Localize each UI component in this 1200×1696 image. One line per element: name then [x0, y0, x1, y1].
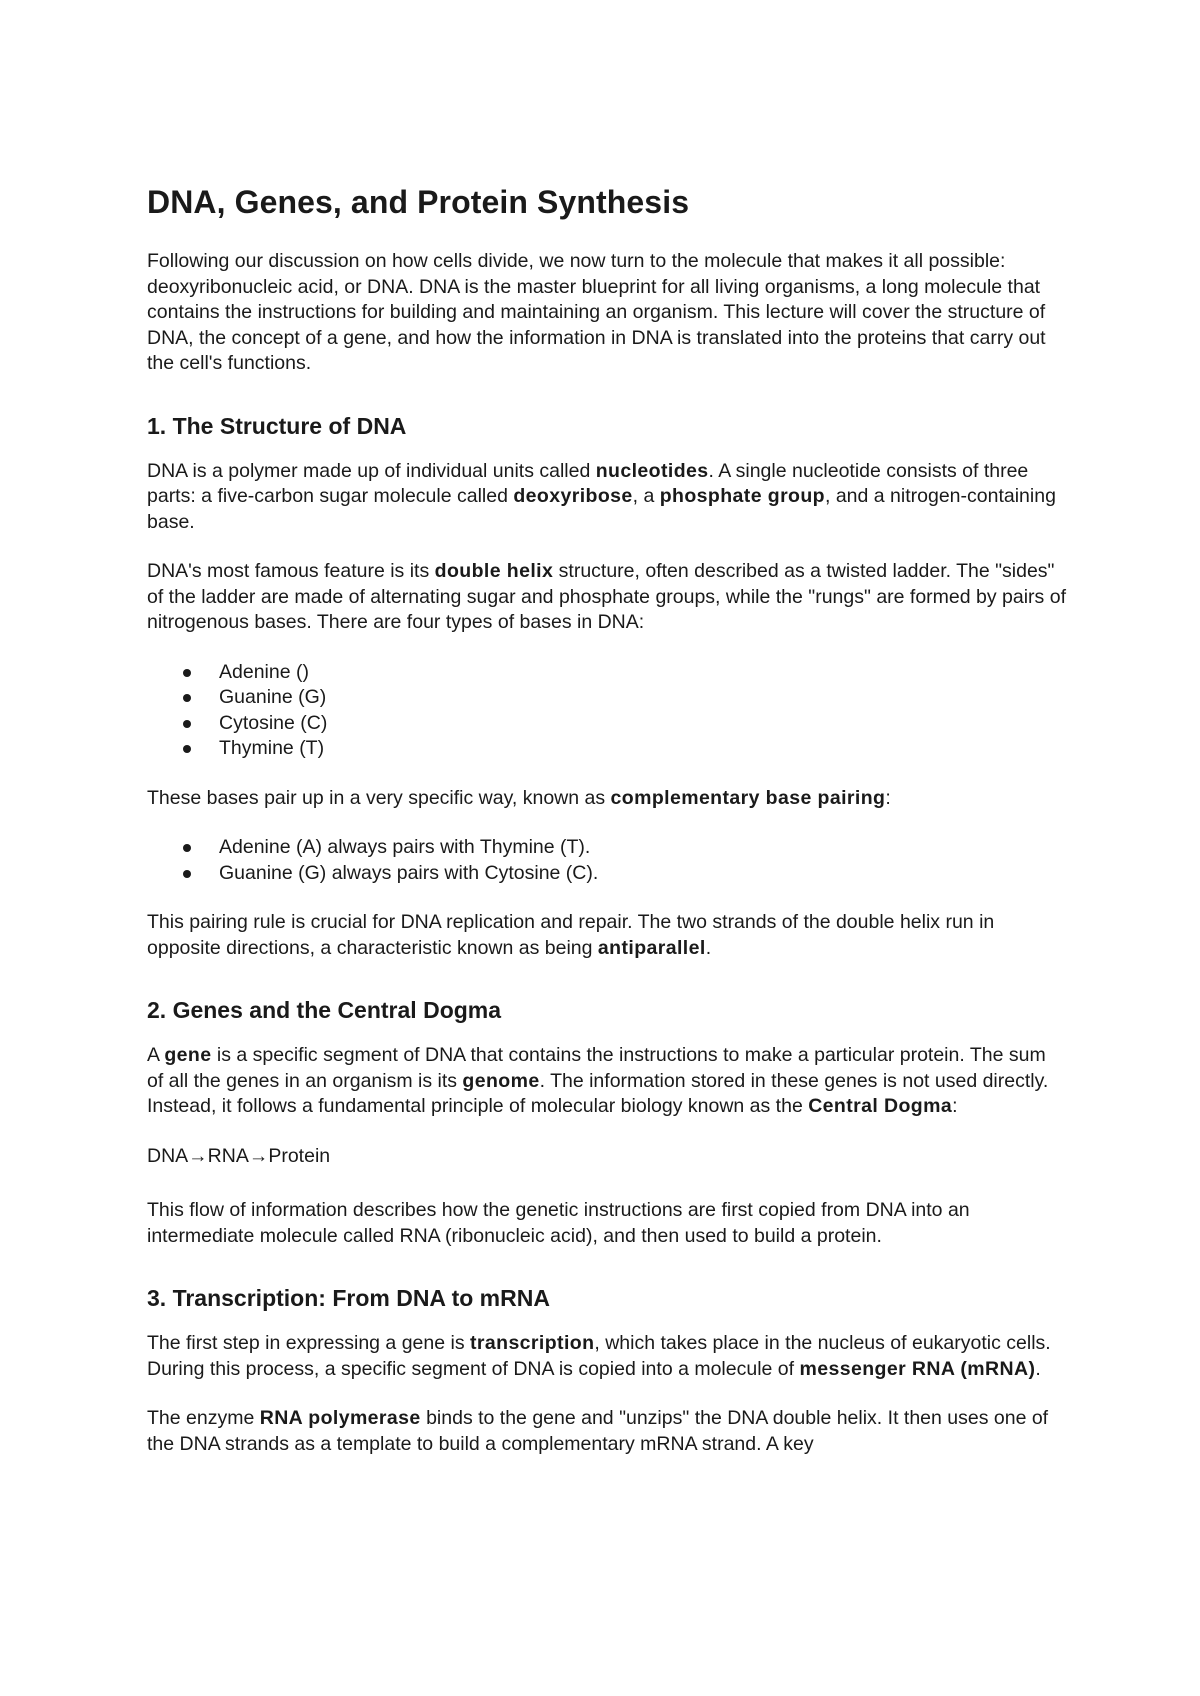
- bullet-icon: [183, 694, 191, 702]
- list-item: Thymine (T): [183, 736, 1067, 762]
- term-transcription: transcription: [470, 1332, 595, 1354]
- term-mrna: messenger RNA (mRNA): [799, 1357, 1036, 1380]
- section-1-paragraph-2: DNA's most famous feature is its double helix structure, often described as a twisted ladder. The "sides" of the ladder are made of alternating sugar and phosphate groups, while the "rungs" are formed by pairs of nitrogenous bases. There are four types of bases in DNA:: [147, 560, 1066, 633]
- section-3-paragraph-2: The enzyme RNA polymerase binds to the gene and "unzips" the DNA double helix. It then uses one of the DNA strands as a template to build a complementary mRNA strand. A key: [147, 1407, 1049, 1455]
- list-item: Guanine (G): [183, 685, 1067, 711]
- term-rna-polymerase: RNA polymerase: [259, 1407, 421, 1429]
- term-phosphate-group: phosphate group: [659, 485, 825, 507]
- section-2-paragraph-1: A gene is a specific segment of DNA that contains the instructions to make a particular protein. The sum of all the genes in an organism is its genome. The information stored in these genes is not used directly. Instead, it follows a fundamental principle of molecular biology known as the Central Dogma:: [147, 1044, 1049, 1117]
- section-1-paragraph-3: These bases pair up in a very specific way, known as complementary base pairing:: [147, 786, 891, 809]
- bullet-icon: [183, 720, 191, 728]
- term-gene: gene: [164, 1044, 212, 1066]
- section-1-paragraph-4: This pairing rule is crucial for DNA replication and repair. The two strands of the double helix run in opposite directions, a characteristic known as being antiparallel.: [147, 911, 995, 959]
- document-title: DNA, Genes, and Protein Synthesis: [147, 184, 690, 220]
- section-2-paragraph-2: This flow of information describes how the genetic instructions are first copied from DNA into an intermediate molecule called RNA (ribonucleic acid), and then used to build a protein.: [147, 1199, 970, 1247]
- section-3-heading: 3. Transcription: From DNA to mRNA: [147, 1285, 550, 1311]
- term-double-helix: double helix: [434, 560, 554, 582]
- section-2-heading: 2. Genes and the Central Dogma: [147, 997, 502, 1023]
- term-genome: genome: [462, 1069, 540, 1092]
- section-1-paragraph-1: DNA is a polymer made up of individual units called nucleotides. A single nucleotide consists of three parts: a five-carbon sugar molecule called deoxyribose, a phosphate group, and a nitrogen-containing base.: [147, 459, 1056, 533]
- list-item: Adenine (A) always pairs with Thymine (T).: [183, 835, 1067, 861]
- bullet-icon: [183, 844, 191, 852]
- pairs-list: [147, 835, 1067, 886]
- term-nucleotides: nucleotides: [595, 459, 709, 482]
- central-dogma-equation: DNA→RNA→Protein: [147, 1144, 331, 1167]
- bullet-icon: [183, 669, 191, 677]
- list-item: Adenine (): [183, 660, 1067, 686]
- term-antiparallel: antiparallel: [597, 936, 706, 959]
- bullet-icon: [183, 870, 191, 878]
- bullet-icon: [183, 745, 191, 753]
- bases-list: [147, 660, 1067, 762]
- term-deoxyribose: deoxyribose: [513, 485, 633, 507]
- intro-paragraph: Following our discussion on how cells divide, we now turn to the molecule that makes it all possible: deoxyribonucleic acid, or DNA. DNA is the master blueprint for all living organisms, a long molecule that contains the instructions for building and maintaining an organism. This lecture will cover the structure of DNA, the concept of a gene, and how the information in DNA is translated into the proteins that carry out the cell's functions.: [147, 250, 1046, 374]
- term-central-dogma: Central Dogma: [808, 1095, 953, 1117]
- list-item: Guanine (G) always pairs with Cytosine (C).: [183, 861, 1067, 887]
- section-3-paragraph-1: The first step in expressing a gene is transcription, which takes place in the nucleus of eukaryotic cells. During this process, a specific segment of DNA is copied into a molecule of messenger RNA (mRNA).: [147, 1332, 1051, 1380]
- list-item: Cytosine (C): [183, 711, 1067, 737]
- term-complementary-base-pairing: complementary base pairing: [610, 786, 886, 809]
- section-1-heading: 1. The Structure of DNA: [147, 412, 407, 439]
- document-page: [147, 182, 1067, 1481]
